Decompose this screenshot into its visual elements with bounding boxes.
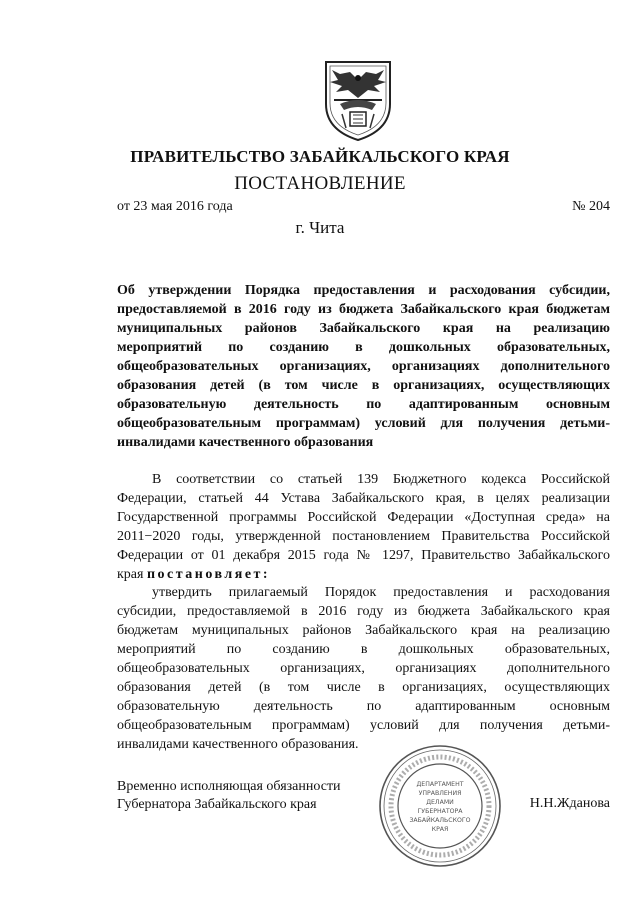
order-line: мероприятий по созданию в дошкольных образовательных, [117, 642, 610, 657]
document-date: от 23 мая 2016 года [117, 199, 233, 214]
stamp-text: ДЕЛАМИ [426, 799, 454, 806]
order-paragraph [117, 583, 610, 754]
signatory-name: Н.Н.Жданова [529, 796, 610, 811]
resolve-prefix: края [117, 567, 147, 582]
order-line: общеобразовательным программам) условий для получения детьми- [117, 718, 610, 733]
title-line: предоставляемой в 2016 году из бюджета Забайкальского края бюджетам [117, 302, 610, 317]
title-line: образовательную деятельность по адаптированным основным [117, 397, 610, 412]
order-line: инвалидами качественного образования. [117, 737, 359, 752]
title-line: образования детей (в том числе в организациях, осуществляющих [117, 378, 610, 393]
resolve-word: постановляет: [146, 567, 271, 582]
order-line: образования детей (в том числе в организациях, осуществляющих [117, 680, 610, 695]
title-line: муниципальных районов Забайкальского края на реализацию [117, 321, 610, 336]
title-line: Об утверждении Порядка предоставления и расходования субсидии, [117, 283, 610, 298]
order-line: общеобразовательных организациях, организациях дополнительного [117, 661, 610, 676]
preamble-line: 2011−2020 годы, утвержденной постановлением Правительства Российской [117, 529, 610, 544]
title-line: инвалидами качественного образования [117, 435, 374, 450]
title-line: общеобразовательных организациях, организациях дополнительного [117, 359, 610, 374]
preamble-line: Федерации от 01 декабря 2015 года № 1297, Правительство Забайкальского [117, 548, 610, 563]
stamp-text: УПРАВЛЕНИЯ [418, 790, 462, 797]
document-type: ПОСТАНОВЛЕНИЕ [234, 173, 406, 194]
stamp-text: ГУБЕРНАТОРА [417, 808, 463, 815]
document-city: г. Чита [295, 218, 345, 237]
preamble-paragraph [117, 470, 610, 584]
stamp-text: КРАЯ [431, 826, 449, 833]
stamp-text: ДЕПАРТАМЕНТ [416, 781, 464, 788]
order-line: бюджетам муниципальных районов Забайкальского края на реализацию [117, 623, 610, 638]
signatory-position [117, 778, 341, 814]
position-line: Губернатора Забайкальского края [117, 797, 317, 812]
title-line: мероприятий по созданию в дошкольных образовательных, [117, 340, 610, 355]
preamble-line: В соответствии со статьей 139 Бюджетного кодекса Российской [152, 472, 610, 487]
document-number: № 204 [572, 199, 610, 214]
official-stamp [376, 742, 504, 870]
position-line: Временно исполняющая обязанности [117, 779, 341, 794]
preamble-resolve-line [117, 565, 610, 584]
preamble-line: Государственной программы Российской Федерации «Доступная среда» на [117, 510, 610, 525]
stamp-text: ЗАБАЙКАЛЬСКОГО [409, 817, 471, 824]
title-line: общеобразовательным программам) условий для получения детьми- [117, 416, 610, 431]
order-line: утвердить прилагаемый Порядок предоставления и расходования [152, 585, 610, 600]
order-line: субсидии, предоставляемой в 2016 году из бюджета Забайкальского края [117, 604, 610, 619]
coat-of-arms-emblem [320, 58, 396, 142]
government-title: ПРАВИТЕЛЬСТВО ЗАБАЙКАЛЬСКОГО КРАЯ [130, 147, 510, 166]
resolution-title [117, 281, 610, 452]
order-line: образовательную деятельность по адаптированным основным [117, 699, 610, 714]
preamble-line: Федерации, статьей 44 Устава Забайкальского края, в целях реализации [117, 491, 610, 506]
